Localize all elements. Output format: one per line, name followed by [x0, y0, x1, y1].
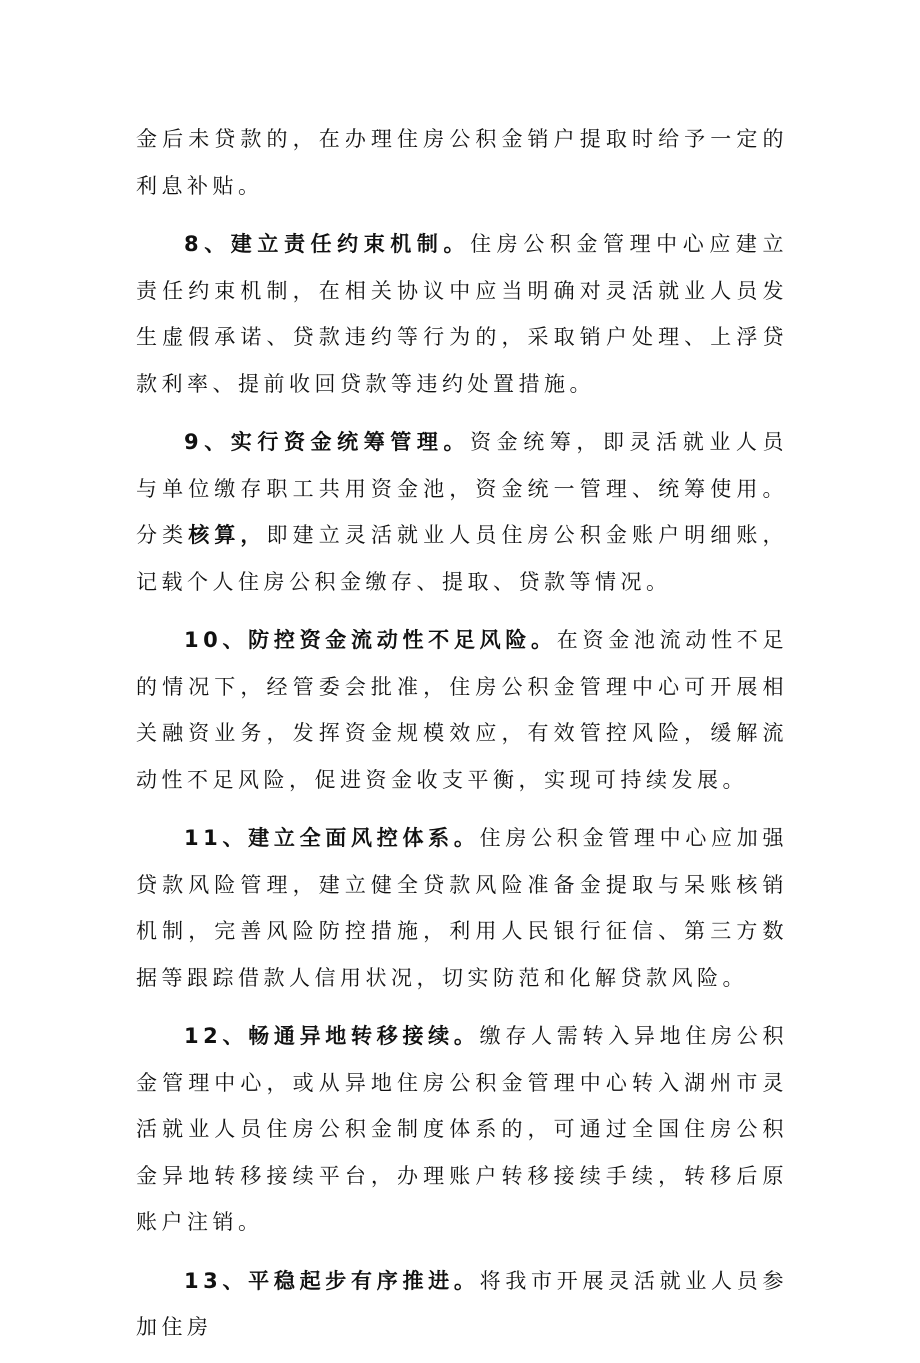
paragraph-9: [136, 419, 788, 605]
paragraph-body: 资金统筹，即灵活就业人员与单位缴存职工共用资金池，资金统一管理、统筹使用。分类: [136, 430, 788, 547]
document-body: [136, 116, 788, 1363]
paragraph-body: 将我市开展灵活就业人员参加住房: [136, 1268, 788, 1339]
paragraph-8: [136, 221, 788, 407]
paragraph-heading: 9、实行资金统筹管理。: [184, 430, 471, 454]
paragraph-11: [136, 815, 788, 1001]
paragraph-heading: 8、建立责任约束机制。: [184, 232, 471, 256]
paragraph-body: 即建立灵活就业人员住房公积金账户明细账，记载个人住房公积金缴存、提取、贷款等情况。: [136, 523, 789, 594]
paragraph-body: 缴存人需转入异地住房公积金管理中心，或从异地住房公积金管理中心转入湖州市灵活就业人员住房公积金制度体系的，可通过全国住房公积金异地转移接续平台，办理账户转移接续手续，转移后原账户注销。: [136, 1024, 788, 1234]
paragraph-bold-term: 核算，: [188, 523, 267, 547]
paragraph-body: 住房公积金管理中心应建立责任约束机制，在相关协议中应当明确对灵活就业人员发生虚假承诺、贷款违约等行为的，采取销户处理、上浮贷款利率、提前收回贷款等违约处置措施。: [136, 232, 788, 396]
paragraph-body: 在资金池流动性不足的情况下，经管委会批准，住房公积金管理中心可开展相关融资业务，发挥资金规模效应，有效管控风险，缓解流动性不足风险，促进资金收支平衡，实现可持续发展。: [136, 628, 788, 792]
paragraph-13: [136, 1258, 788, 1351]
paragraph-heading: 13、平稳起步有序推进。: [184, 1268, 480, 1293]
paragraph-body: 住房公积金管理中心应加强贷款风险管理，建立健全贷款风险准备金提取与呆账核销机制，完善风险防控措施，利用人民银行征信、第三方数据等跟踪借款人信用状况，切实防范和化解贷款风险。: [136, 826, 788, 990]
paragraph-heading: 11、建立全面风控体系。: [184, 826, 480, 850]
paragraph-heading: 12、畅通异地转移接续。: [184, 1024, 480, 1048]
paragraph-continuation: [136, 116, 788, 209]
paragraph-12: [136, 1013, 788, 1246]
paragraph-heading: 10、防控资金流动性不足风险。: [184, 628, 557, 652]
paragraph-body: 金后未贷款的，在办理住房公积金销户提取时给予一定的利息补贴。: [136, 127, 788, 198]
paragraph-10: [136, 617, 788, 803]
